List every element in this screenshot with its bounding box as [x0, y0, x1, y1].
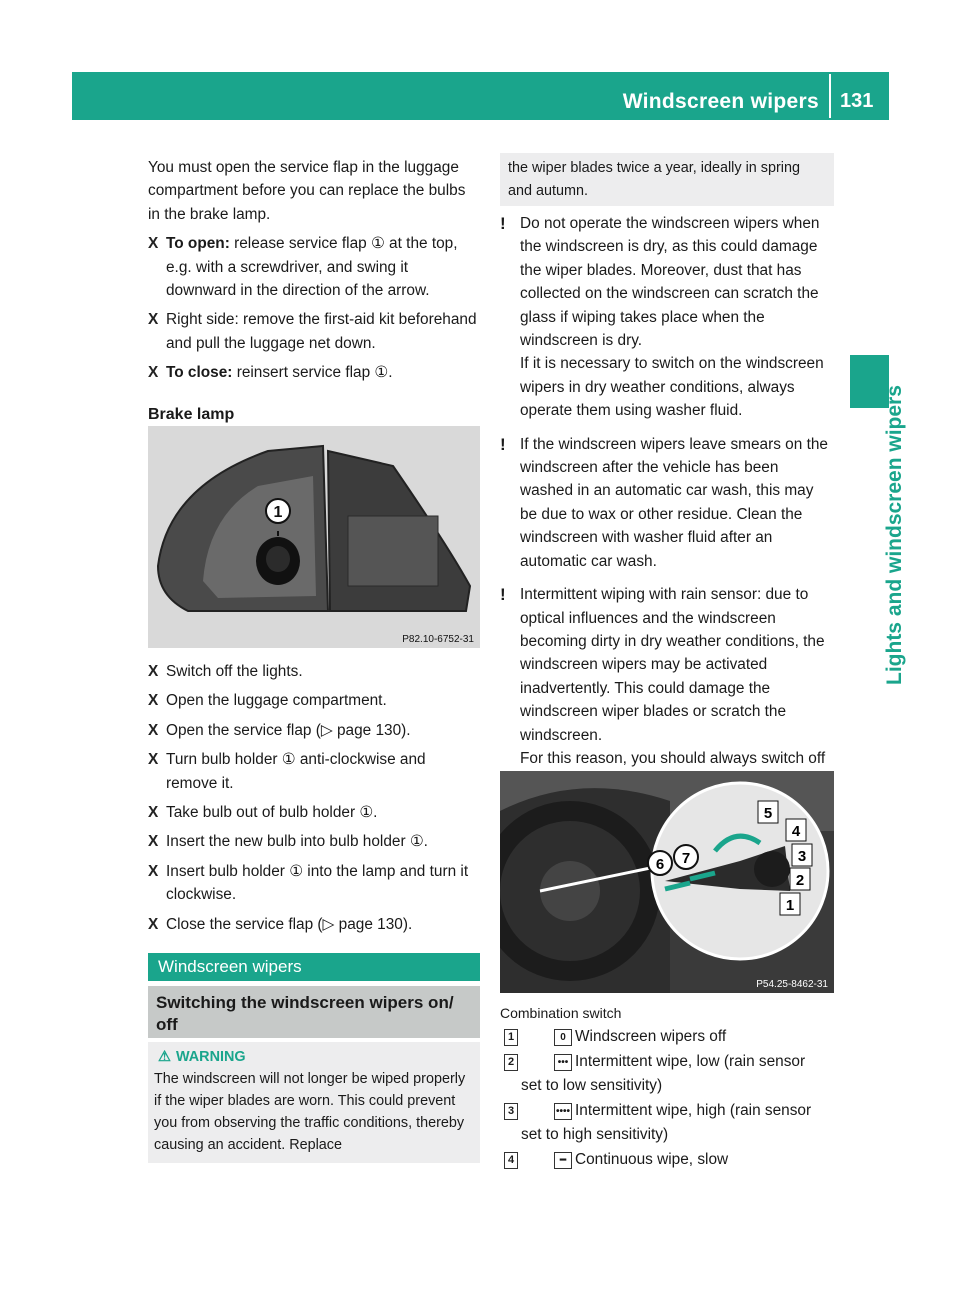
brake-lamp-steps — [148, 660, 480, 936]
arrow-icon: X — [148, 364, 159, 382]
step-item — [148, 719, 480, 742]
combination-switch-illustration — [500, 771, 834, 993]
page-title: Windscreen wipers — [622, 90, 819, 113]
header-divider — [829, 74, 831, 118]
step-text: Open the luggage compartment. — [166, 692, 387, 710]
brake-lamp-photo — [148, 426, 480, 648]
warning-heading — [154, 1046, 474, 1068]
step-item — [148, 748, 480, 795]
arrow-icon: X — [148, 915, 159, 933]
arrow-icon: X — [148, 311, 159, 329]
step-open — [148, 232, 480, 302]
wiper-symbol-icon: •••• — [554, 1103, 572, 1120]
item-subtext: set to low sensitivity) — [521, 1076, 663, 1094]
warning-continued: the wiper blades twice a year, ideally in spring and autumn. — [500, 153, 834, 206]
combination-switch-photo — [500, 771, 834, 993]
callout-1: 1 — [273, 504, 283, 521]
item-text: Windscreen wipers off — [575, 1028, 727, 1045]
step-text: Switch off the lights. — [166, 663, 303, 680]
note-item — [500, 583, 834, 794]
photo-code: P82.10-6752-31 — [402, 634, 474, 645]
callout-4: 4 — [791, 823, 801, 840]
list-item — [500, 1025, 834, 1048]
step-item — [148, 860, 480, 907]
arrow-icon: X — [148, 862, 159, 880]
item-text: Intermittent wipe, high (rain sensor — [575, 1102, 812, 1120]
wiper-symbol-icon: 0 — [554, 1029, 572, 1046]
subsection-heading: Switching the windscreen wipers on/ off — [148, 986, 480, 1038]
chapter-label — [855, 385, 906, 685]
warning-box — [148, 1042, 480, 1163]
callout-5: 5 — [763, 805, 773, 822]
item-text: Continuous wipe, slow — [575, 1151, 729, 1169]
arrow-icon: X — [148, 692, 159, 710]
step-item — [148, 830, 480, 853]
wiper-symbol-icon: ━ — [554, 1152, 572, 1169]
list-item — [500, 1050, 834, 1097]
brake-lamp-illustration — [148, 426, 480, 648]
step-item — [148, 660, 480, 683]
item-subtext: set to high sensitivity) — [521, 1125, 669, 1143]
step-text: Open the service flap (▷ page 130). — [166, 721, 411, 739]
page-number: 131 — [840, 90, 874, 112]
callout-7: 7 — [681, 850, 691, 867]
arrow-icon: X — [148, 663, 159, 680]
step-text: Take bulb out of bulb holder ①. — [166, 804, 378, 822]
note-text: Intermittent wiping with rain sensor: due to optical influences and the windscreen becoming dirty in dry weather conditions, the windscreen wipers may be activated inadvertently. This could damage the windscreen wiper blades or scratch the windscreen. — [520, 586, 825, 744]
step-text: Insert the new bulb into bulb holder ①. — [166, 833, 428, 851]
brake-lamp-heading: Brake lamp — [148, 403, 480, 432]
warning-icon: ⚠ — [158, 1049, 171, 1065]
arrow-icon: X — [148, 833, 159, 851]
note-item — [500, 212, 834, 423]
item-number: 1 — [504, 1029, 518, 1046]
note-item — [500, 433, 834, 573]
item-number: 4 — [504, 1152, 518, 1169]
list-item — [500, 1099, 834, 1146]
chapter-label-text: Lights and windscreen wipers — [883, 385, 906, 685]
step-text: reinsert service flap ①. — [236, 364, 393, 382]
warning-label: WARNING — [176, 1049, 246, 1065]
callout-6: 6 — [655, 856, 665, 873]
step-close — [148, 361, 480, 384]
wiper-symbol-icon: ••• — [554, 1054, 572, 1071]
arrow-icon: X — [148, 751, 159, 769]
arrow-icon: X — [148, 721, 159, 739]
callout-3: 3 — [797, 848, 807, 865]
step-item — [148, 801, 480, 824]
arrow-icon: X — [148, 804, 159, 822]
caution-icon: ! — [500, 434, 506, 454]
caution-icon: ! — [500, 585, 506, 605]
note-extra: For this reason, you should always switch off — [520, 749, 826, 767]
step-item — [148, 913, 480, 936]
photo-code-2: P54.25-8462-31 — [756, 979, 828, 990]
note-extra: If it is necessary to switch on the windscreen wipers in dry weather conditions, always operate them using washer fluid. — [520, 355, 824, 420]
step-lead: To close: — [166, 364, 233, 382]
switch-position-list — [500, 1025, 834, 1173]
left-column — [148, 156, 480, 432]
step-text: Turn bulb holder ① anti-clockwise and remove it. — [166, 751, 426, 792]
step-text: Insert bulb holder ① into the lamp and turn it clockwise. — [166, 862, 469, 904]
warning-text: The windscreen will not longer be wiped properly if the wiper blades are worn. This could prevent you from observing the traffic conditions, thereby causing an accident. Replace — [154, 1071, 466, 1153]
step-item — [148, 689, 480, 712]
intro-text: You must open the service flap in the luggage compartment before you can replace the bulbs in the brake lamp. — [148, 159, 466, 223]
section-heading: Windscreen wipers — [148, 953, 480, 981]
callout-2: 2 — [795, 872, 805, 889]
step-lead: To open: — [166, 235, 230, 253]
callout-1-switch: 1 — [785, 897, 795, 914]
step-text: Right side: remove the first-aid kit beforehand and pull the luggage net down. — [166, 311, 477, 352]
note-text: If the windscreen wipers leave smears on the windscreen after the vehicle has been washed in an automatic car wash, this may be due to wax or other residue. Clean the windscreen with washer fluid after an automatic car wash. — [520, 435, 828, 570]
caution-icon: ! — [500, 214, 506, 233]
step-text: Close the service flap (▷ page 130). — [166, 915, 413, 933]
item-text: Intermittent wipe, low (rain sensor — [575, 1053, 806, 1071]
step-right-side — [148, 308, 480, 355]
item-number: 3 — [504, 1103, 518, 1120]
list-item — [500, 1148, 834, 1171]
step-text: release service flap ① at the top, e.g. with a screwdriver, and swing it downward in the direction of the arrow. — [166, 235, 458, 300]
item-number: 2 — [504, 1054, 518, 1071]
figure-caption: Combination switch — [500, 1005, 622, 1021]
right-column-notes — [500, 212, 834, 794]
note-text: Do not operate the windscreen wipers when the windscreen is dry, as this could damage the wiper blades. Moreover, dust that has collected on the windscreen can scratch the glass if wiping takes place when the windscreen is dry. — [520, 215, 820, 350]
arrow-icon: X — [148, 235, 159, 253]
